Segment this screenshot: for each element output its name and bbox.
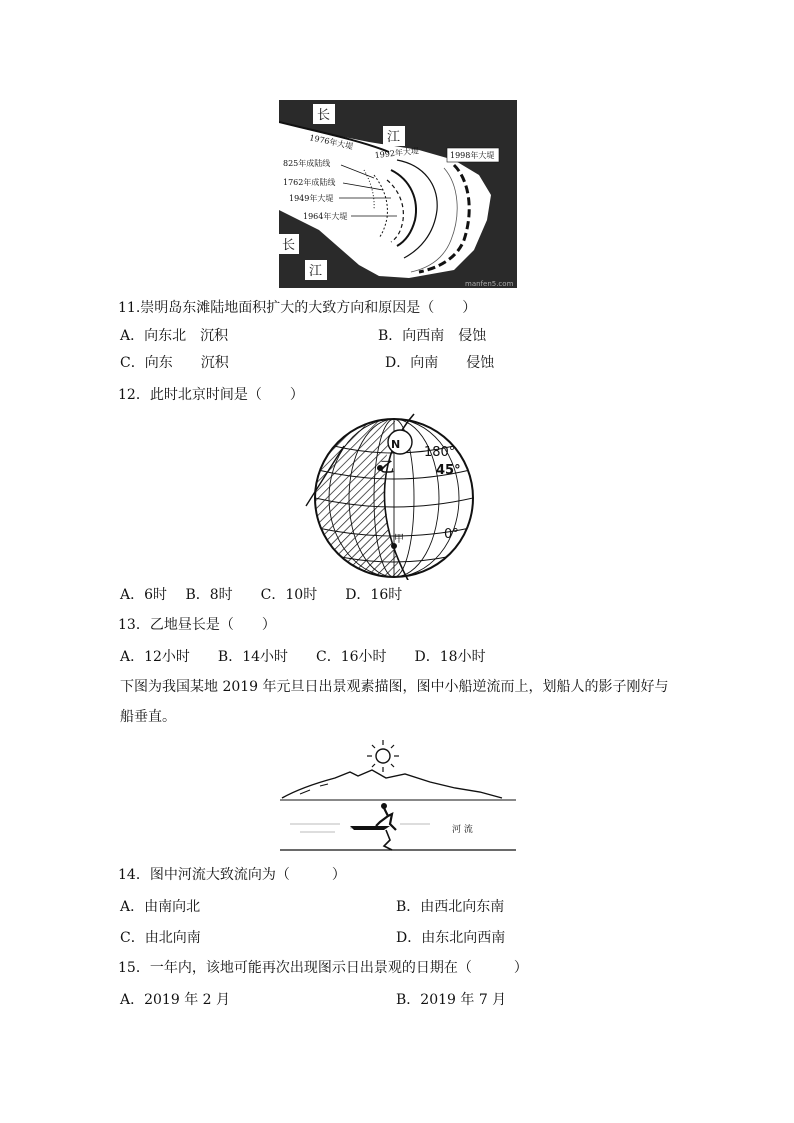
map-label-dike-1998: 1998年大堤 [450,151,495,160]
map-label-dike-1976: 1976年大堤 [308,133,354,152]
map-label-dike-1949: 1949年大堤 [289,194,334,203]
q14-option-c: C．由北向南 [120,930,201,946]
q15-stem: 15．一年内，该地可能再次出现图示日出景观的日期在（ ） [118,960,528,976]
q11-option-d: D．向南 侵蚀 [385,355,495,371]
sunrise-sketch [280,738,516,856]
chongming-map [279,100,517,288]
map-label-chang-bottom: 长 [282,238,296,253]
map-label-line-1762: 1762年成陆线 [283,178,336,187]
globe-diagram [304,410,484,580]
map-label-jiang-top: 江 [387,130,401,145]
q14-option-b: B．由西北向东南 [396,899,505,915]
q11-option-a: A．向东北 沉积 [120,328,229,344]
globe-label-n: N [391,438,401,451]
map-label-jiang-bottom: 江 [309,264,323,279]
globe-label-180: 180° [424,445,456,460]
q14-option-a: A．由南向北 [120,899,201,915]
map-label-dike-1964: 1964年大堤 [303,212,348,221]
q11-stem: 11.崇明岛东滩陆地面积扩大的大致方向和原因是（ ） [118,300,477,316]
q14-option-d: D．由东北向西南 [396,930,506,946]
map-label-line-825: 825年成陆线 [283,159,331,168]
q13-stem: 13．乙地昼长是（ ） [118,617,276,633]
map-label-chang-top: 长 [317,108,331,123]
sunrise-intro: 下图为我国某地 2019 年元旦日出景观素描图，图中小船逆流而上，划船人的影子刚好与船垂直。 [120,679,669,725]
globe-label-jia: 甲 [394,534,404,545]
q15-option-a: A．2019 年 2 月 [120,992,230,1008]
globe-label-zero: 0° [444,527,459,542]
globe-label-yi: 乙 [380,460,394,476]
q12-stem: 12．此时北京时间是（ ） [118,387,304,403]
q13-options: A．12小时 B．14小时 C．16小时 D．18小时 [120,649,486,665]
sketch-label-river: 河 流 [452,825,473,835]
map-watermark: manfen5.com [465,280,514,288]
q11-option-c: C．向东 沉积 [120,355,229,371]
q12-options: A．6时 B．8时 C．10时 D．16时 [120,587,403,603]
globe-label-45: 45° [436,463,461,478]
q15-option-b: B．2019 年 7 月 [396,992,507,1008]
q11-option-b: B．向西南 侵蚀 [378,328,487,344]
map-label-dike-1992: 1992年大堤 [374,146,420,160]
q14-stem: 14．图中河流大致流向为（ ） [118,867,346,883]
